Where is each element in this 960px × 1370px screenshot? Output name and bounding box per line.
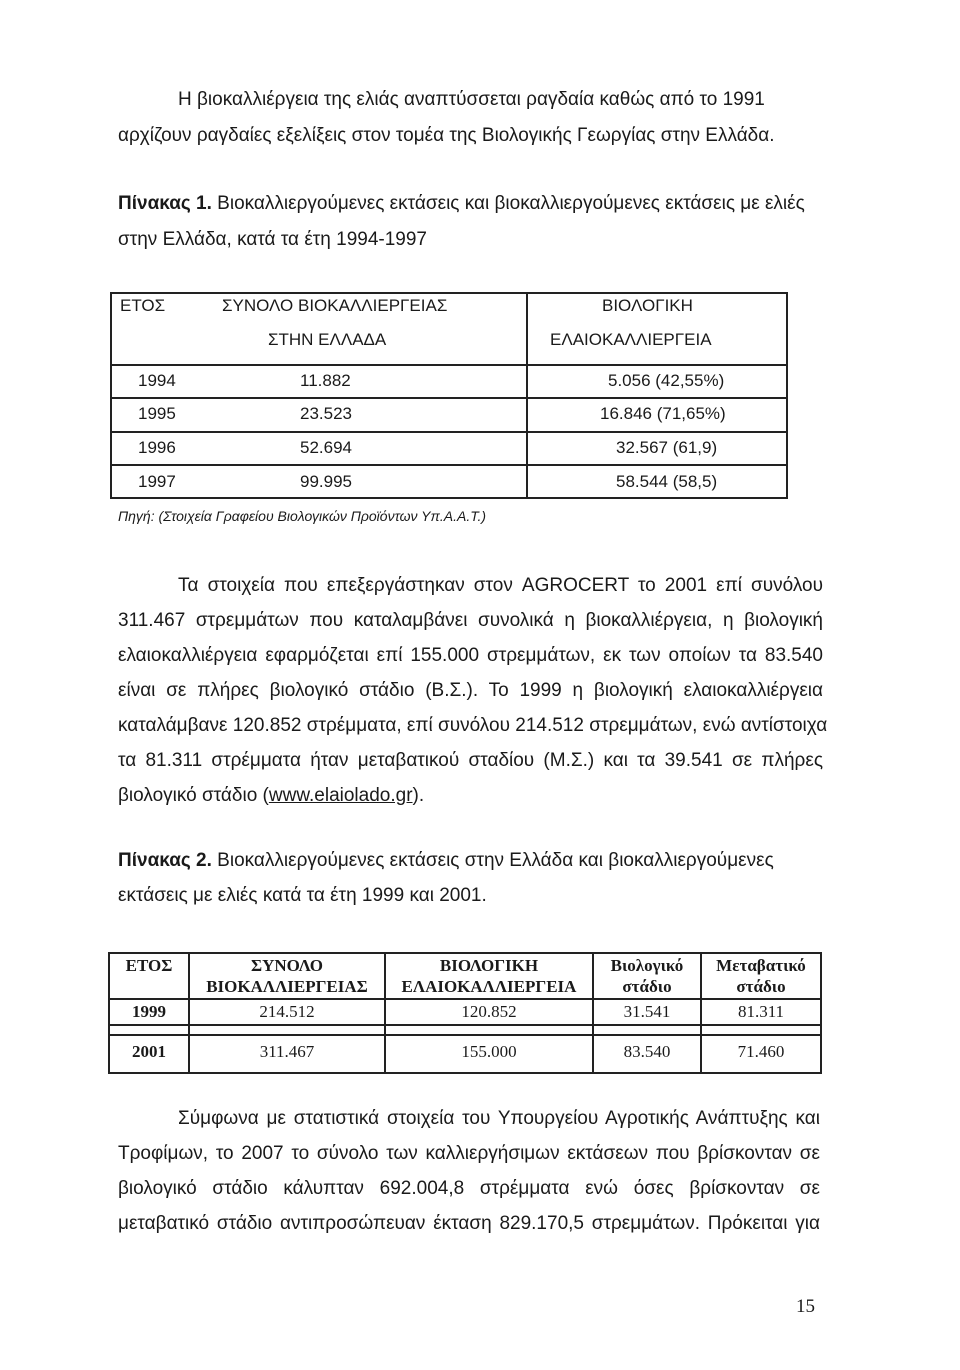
table-border xyxy=(110,497,788,499)
table1-caption-text: Βιοκαλλιεργούμενες εκτάσεις και βιοκαλλιεργούμενες εκτάσεις με ελιές xyxy=(211,193,805,214)
table1-header-total: ΣΤΗΝ ΕΛΛΑΔΑ xyxy=(268,330,387,349)
table2 xyxy=(108,952,822,1074)
table1-cell-year: 1995 xyxy=(138,404,176,423)
table1-cell-organic: 16.846 (71,65%) xyxy=(600,404,726,423)
table-border xyxy=(110,397,788,399)
table-border xyxy=(820,952,822,1074)
table1-header-year: ΕΤΟΣ xyxy=(120,296,166,315)
table1-cell-year: 1994 xyxy=(138,371,176,390)
table1-cell-total: 52.694 xyxy=(300,438,352,457)
paragraph-line: καταλάμβανε 120.852 στρέμματα, επί συνόλου 214.512 στρεμμάτων, ενώ αντίστοιχα xyxy=(118,715,828,736)
table-border xyxy=(108,1034,822,1036)
paragraph-text: βιολογικό στάδιο ( xyxy=(118,785,269,806)
table2-header-bio: Βιολογικό xyxy=(610,956,684,975)
table1-cell-organic: 32.567 (61,9) xyxy=(616,438,718,457)
table2-header-trans: στάδιο xyxy=(736,977,786,996)
intro-line: Η βιοκαλλιέργεια της ελιάς αναπτύσσεται ραγδαία καθώς από το 1991 xyxy=(178,89,765,110)
table-border xyxy=(526,292,528,498)
table-border xyxy=(108,952,822,954)
table1-header-organic: ΒΙΟΛΟΓΙΚΗ xyxy=(602,296,693,315)
table2-header-organic: ΒΙΟΛΟΓΙΚΗ xyxy=(439,956,539,975)
table-border xyxy=(110,431,788,433)
table1-cell-year: 1997 xyxy=(138,472,176,491)
table-border xyxy=(110,292,788,294)
table1-cell-total: 99.995 xyxy=(300,472,352,491)
paragraph-line xyxy=(118,778,823,813)
table-border xyxy=(108,1024,822,1026)
table1-source: Πηγή: (Στοιχεία Γραφείου Βιολογικών Προϊόντων Υπ.Α.Α.Τ.) xyxy=(118,508,487,524)
table2-cell-trans: 81.311 xyxy=(737,1002,785,1021)
intro-paragraph xyxy=(118,82,828,154)
table1-label: Πίνακας 1. xyxy=(118,193,212,214)
paragraph-line: είναι σε πλήρες βιολογικό στάδιο (Β.Σ.). Το 1999 η βιολογική ελαιοκαλλιέργεια xyxy=(118,680,823,701)
intro-line: αρχίζουν ραγδαίες εξελίξεις στον τομέα της Βιολογικής Γεωργίας στην Ελλάδα. xyxy=(118,125,775,146)
table-border xyxy=(110,292,112,498)
paragraph-line: ελαιοκαλλιέργεια εφαρμόζεται επί 155.000 στρεμμάτων, εκ των οποίων τα 83.540 xyxy=(118,645,823,666)
ministry-paragraph xyxy=(118,1101,820,1241)
table-border xyxy=(108,1072,822,1074)
table1-cell-organic: 5.056 (42,55%) xyxy=(608,371,725,390)
elaiolado-link[interactable]: www.elaiolado.gr xyxy=(268,785,413,806)
table2-header-trans: Μεταβατικό xyxy=(716,956,806,975)
table2-header-year: ΕΤΟΣ xyxy=(125,956,173,975)
paragraph-text: ). xyxy=(412,785,425,806)
table1-caption xyxy=(118,186,838,258)
table2-header-organic: ΕΛΑΙΟΚΑΛΛΙΕΡΓΕΙΑ xyxy=(401,977,577,996)
paragraph-line: μεταβατικό στάδιο αντιπροσώπευαν έκταση 829.170,5 στρεμμάτων. Πρόκειται για xyxy=(118,1213,820,1234)
table1-cell-total: 11.882 xyxy=(300,371,351,390)
table2-cell-total: 214.512 xyxy=(259,1002,315,1021)
table1-cell-organic: 58.544 (58,5) xyxy=(616,472,718,491)
table2-cell-year: 1999 xyxy=(132,1002,166,1021)
table1 xyxy=(110,292,788,498)
table2-cell-bio: 31.541 xyxy=(623,1002,671,1021)
paragraph-line: Σύμφωνα με στατιστικά στοιχεία του Υπουργείου Αγροτικής Ανάπτυξης και xyxy=(178,1108,820,1129)
table2-caption xyxy=(118,843,838,913)
table-border xyxy=(110,464,788,466)
table1-header-organic: ΕΛΑΙΟΚΑΛΛΙΕΡΓΕΙΑ xyxy=(550,330,712,349)
table2-cell-organic: 155.000 xyxy=(461,1042,517,1061)
paragraph-line: Τροφίμων, το 2007 το σύνολο των καλλιεργήσιμων εκτάσεων που βρίσκονταν σε xyxy=(118,1143,820,1164)
table2-caption-text: Βιοκαλλιεργούμενες εκτάσεις στην Ελλάδα και βιοκαλλιεργούμενες xyxy=(211,850,774,871)
paragraph-line: τα 81.311 στρέμματα ήταν μεταβατικού σταδίου (Μ.Σ.) και τα 39.541 σε πλήρες xyxy=(118,750,823,771)
table2-label: Πίνακας 2. xyxy=(118,850,212,871)
table2-cell-total: 311.467 xyxy=(259,1042,315,1061)
table-border xyxy=(110,364,788,366)
agrocert-paragraph xyxy=(118,568,828,813)
table2-cell-trans: 71.460 xyxy=(737,1042,785,1061)
table2-cell-organic: 120.852 xyxy=(461,1002,517,1021)
table1-cell-year: 1996 xyxy=(138,438,176,457)
table2-header-bio: στάδιο xyxy=(622,977,672,996)
page-number: 15 xyxy=(796,1296,815,1317)
table1-header-total: ΣΥΝΟΛΟ ΒΙΟΚΑΛΛΙΕΡΓΕΙΑΣ xyxy=(222,296,448,315)
table2-cell-bio: 83.540 xyxy=(623,1042,671,1061)
table-border xyxy=(786,292,788,498)
paragraph-line: βιολογικό στάδιο κάλυπταν 692.004,8 στρέμματα ενώ όσες βρίσκονταν σε xyxy=(118,1178,820,1199)
table2-caption-text: εκτάσεις με ελιές κατά τα έτη 1999 και 2001. xyxy=(118,885,487,906)
table1-caption-text: στην Ελλάδα, κατά τα έτη 1994-1997 xyxy=(118,229,428,250)
table2-header-total: ΒΙΟΚΑΛΛΙΕΡΓΕΙΑΣ xyxy=(206,977,368,996)
paragraph-line: 311.467 στρεμμάτων που καταλαμβάνει συνολικά η βιοκαλλιέργεια, η βιολογική xyxy=(118,610,823,631)
table-border xyxy=(108,998,822,1000)
table-border xyxy=(108,952,110,1074)
table1-cell-total: 23.523 xyxy=(300,404,352,423)
table2-cell-year: 2001 xyxy=(132,1042,166,1061)
table2-header-total: ΣΥΝΟΛΟ xyxy=(250,956,324,975)
paragraph-line: Τα στοιχεία που επεξεργάστηκαν στον AGROCERT το 2001 επί συνόλου xyxy=(178,575,823,596)
